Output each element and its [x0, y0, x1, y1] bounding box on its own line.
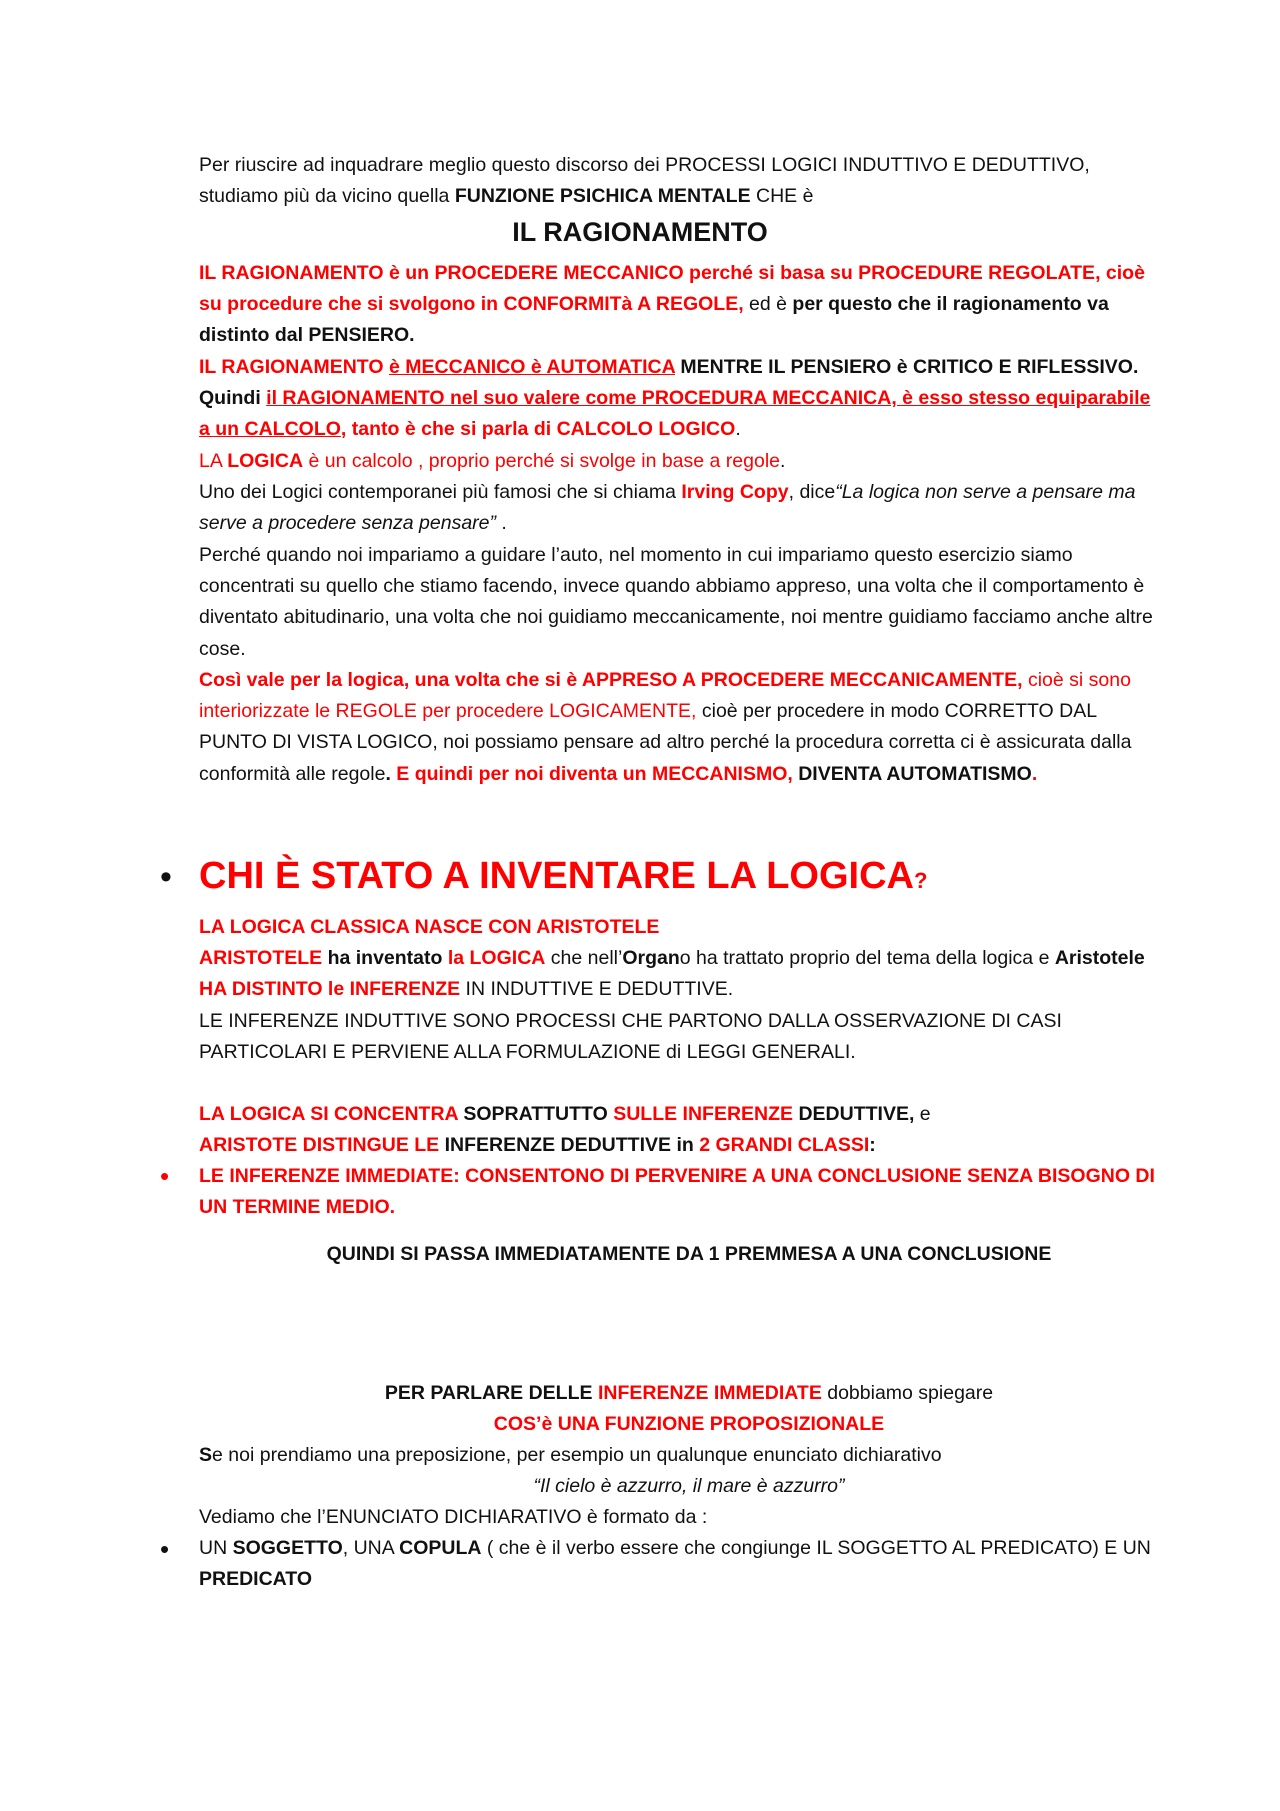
- paragraph-calcolo: Quindi il RAGIONAMENTO nel suo valere come PROCEDURA MECCANICA, è esso stesso equiparabile a un CALCOLO, tanto è che si parla di CALCOLO LOGICO.: [199, 387, 1151, 441]
- list-item-inferenze-immediate: LE INFERENZE IMMEDIATE: CONSENTONO DI PERVENIRE A UNA CONCLUSIONE SENZA BISOGNO DI UN TERMINE MEDIO.: [199, 1165, 1155, 1219]
- paragraph-meccanico: IL RAGIONAMENTO è MECCANICO è AUTOMATICA MENTRE IL PENSIERO è CRITICO E RIFLESSIVO.: [199, 356, 1139, 378]
- paragraph-quindi: QUINDI SI PASSA IMMEDIATAMENTE DA 1 PREMMESA A UNA CONCLUSIONE: [326, 1243, 1052, 1265]
- paragraph-meccanismo: Così vale per la logica, una volta che si è APPRESO A PROCEDERE MECCANICAMENTE, cioè si sono interiorizzate le REGOLE per procedere LOGICAMENTE, cioè per procedere in modo CORRETTO DAL PUNTO DI VISTA LOGICO, noi possiamo pensare ad altro perché la procedura corretta ci è assicurata dalla conformità alle regole. E quindi per noi diventa un MECCANISMO, DIVENTA AUTOMATISMO.: [199, 669, 1132, 785]
- intro-paragraph: Per riuscire ad inquadrare meglio questo discorso dei PROCESSI LOGICI INDUTTIVO E DEDUTTIVO, studiamo più da vicino quella FUNZIONE PSICHICA MENTALE CHE è: [199, 154, 1090, 208]
- section-title: IL RAGIONAMENTO: [512, 217, 768, 247]
- paragraph-aristote-distingue: ARISTOTE DISTINGUE LE INFERENZE DEDUTTIVE in 2 GRANDI CLASSI:: [199, 1134, 876, 1156]
- paragraph-preposizione: Se noi prendiamo una preposizione, per esempio un qualunque enunciato dichiarativo: [199, 1444, 942, 1466]
- paragraph-logica-calcolo: LA LOGICA è un calcolo , proprio perché si svolge in base a regole.: [199, 450, 786, 472]
- paragraph-enunciato: Vediamo che l’ENUNCIATO DICHIARATIVO è formato da :: [199, 1506, 708, 1528]
- paragraph-guidare: Perché quando noi impariamo a guidare l’auto, nel momento in cui impariamo questo esercizio siamo concentrati su quello che stiamo facendo, invece quando abbiamo appreso, una volta che il comportamento è diventato abitudinario, una volta che noi guidiamo meccanicamente, noi mentre guidiamo facciamo anche altre cose.: [199, 544, 1153, 660]
- bullet-icon: •: [160, 1161, 170, 1191]
- subheading-funzione-proposizionale: COS’è UNA FUNZIONE PROPOSIZIONALE: [493, 1413, 885, 1435]
- heading-chi-ha-inventato: CHI È STATO A INVENTARE LA LOGICA?: [199, 855, 928, 897]
- bullet-icon: •: [160, 1534, 170, 1564]
- paragraph-irving-copy: Uno dei Logici contemporanei più famosi che si chiama Irving Copy, dice“La logica non serve a pensare ma serve a procedere senza pensare” .: [199, 481, 1136, 535]
- paragraph-per-parlare: PER PARLARE DELLE INFERENZE IMMEDIATE dobbiamo spiegare: [384, 1382, 994, 1404]
- paragraph-logica-concentra: LA LOGICA SI CONCENTRA SOPRATTUTTO SULLE INFERENZE DEDUTTIVE, e: [199, 1103, 931, 1125]
- heading-logica-classica: LA LOGICA CLASSICA NASCE CON ARISTOTELE: [199, 916, 660, 938]
- bullet-icon: •: [160, 858, 172, 896]
- list-item-soggetto-copula: UN SOGGETTO, UNA COPULA ( che è il verbo essere che congiunge IL SOGGETTO AL PREDICATO) E UN PREDICATO: [199, 1537, 1151, 1591]
- paragraph-ragionamento-definition: IL RAGIONAMENTO è un PROCEDERE MECCANICO perché si basa su PROCEDURE REGOLATE, cioè su procedure che si svolgono in CONFORMITà A REGOLE, ed è per questo che il ragionamento va distinto dal PENSIERO.: [199, 262, 1145, 347]
- paragraph-aristotele: ARISTOTELE ha inventato la LOGICA che nell’Organo ha trattato proprio del tema della logica e Aristotele HA DISTINTO le INFERENZE IN INDUTTIVE E DEDUTTIVE.: [199, 947, 1145, 1001]
- example-quote: “Il cielo è azzurro, il mare è azzurro”: [533, 1475, 845, 1497]
- paragraph-inferenze-induttive: LE INFERENZE INDUTTIVE SONO PROCESSI CHE PARTONO DALLA OSSERVAZIONE DI CASI PARTICOLARI E PERVIENE ALLA FORMULAZIONE di LEGGI GENERALI.: [199, 1010, 1062, 1064]
